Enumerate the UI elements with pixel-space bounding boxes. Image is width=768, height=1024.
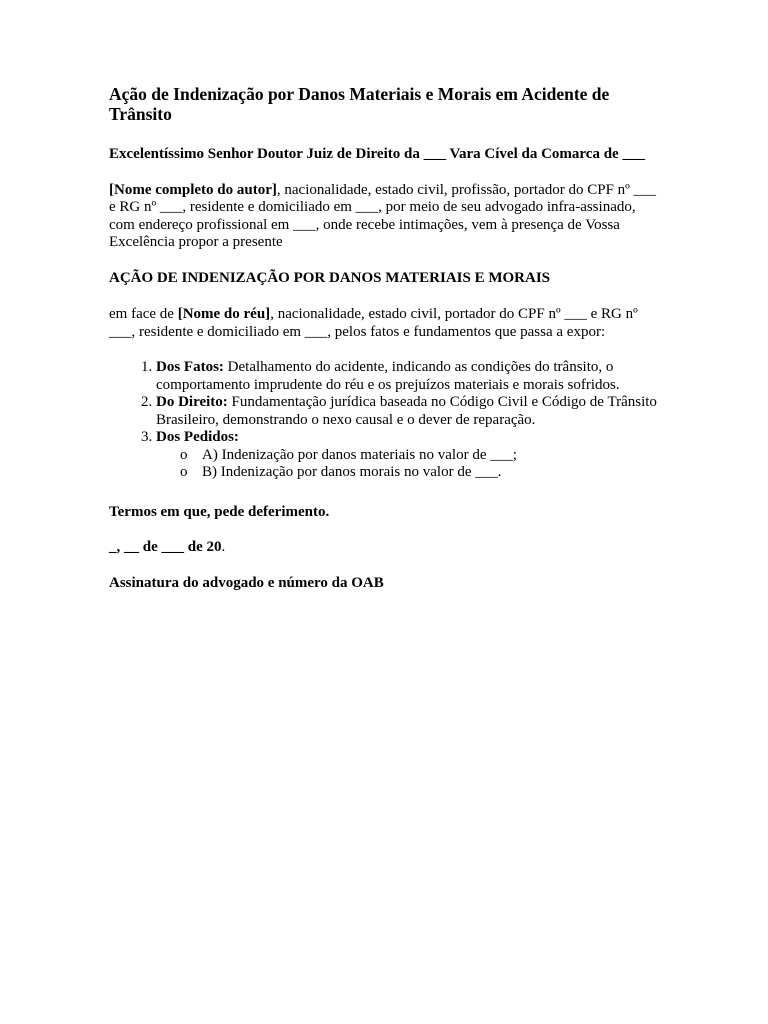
intro-paragraph — [109, 182, 661, 252]
date-suffix: . — [221, 539, 226, 555]
list-item — [180, 447, 661, 465]
pedidos-list — [156, 447, 661, 482]
date-text: _, __ de ___ de 20 — [109, 539, 222, 555]
document-body — [109, 84, 661, 592]
list-item — [180, 464, 661, 482]
bullet-icon: o — [180, 446, 188, 463]
sections-list — [109, 359, 661, 482]
defendant-name: [Nome do réu] — [177, 306, 271, 322]
defendant-paragraph — [109, 306, 661, 341]
list-item — [156, 429, 661, 482]
intro-text: , nacionalidade, estado civil, profissão, portador do CPF nº ___ e RG nº ___, residente e domiciliado em ___, por meio de seu advogado infra-assinado, com endereço profissional em ___, onde recebe intimações, vem à presença de Vossa Excelência propor a presente — [109, 181, 657, 250]
date-line — [109, 539, 661, 557]
section-text: Detalhamento do acidente, indicando as condições do trânsito, o comportamento imprudente do réu e os prejuízos materiais e morais sofridos. — [156, 359, 620, 393]
list-item — [156, 394, 661, 429]
document-title: Ação de Indenização por Danos Materiais e Morais em Acidente de Trânsito — [109, 84, 610, 124]
section-label: Dos Fatos: — [156, 359, 224, 375]
author-name: [Nome completo do autor] — [109, 181, 277, 198]
list-item — [156, 359, 661, 394]
section-label: Dos Pedidos: — [156, 429, 239, 445]
pedido-text: B) Indenização por danos morais no valor de ___. — [202, 464, 502, 480]
bullet-icon: o — [180, 464, 188, 480]
addressee: Excelentíssimo Senhor Doutor Juiz de Direito da ___ Vara Cível da Comarca de ___ — [109, 146, 645, 162]
defendant-text: , nacionalidade, estado civil, portador do CPF nº ___ e RG nº ___, residente e domiciliado em ___, pelos fatos e fundamentos que passa a expor: — [109, 306, 638, 340]
section-text: Fundamentação jurídica baseada no Código Civil e Código de Trânsito Brasileiro, demonstrando o nexo causal e o dever de reparação. — [156, 394, 657, 428]
closing: Termos em que, pede deferimento. — [109, 503, 330, 520]
signature: Assinatura do advogado e número da OAB — [109, 574, 384, 591]
defendant-prefix: em face de — [109, 306, 178, 322]
pedido-text: A) Indenização por danos materiais no valor de ___; — [202, 446, 517, 463]
section-label: Do Direito: — [156, 394, 228, 410]
action-heading: AÇÃO DE INDENIZAÇÃO POR DANOS MATERIAIS E MORAIS — [109, 269, 551, 286]
